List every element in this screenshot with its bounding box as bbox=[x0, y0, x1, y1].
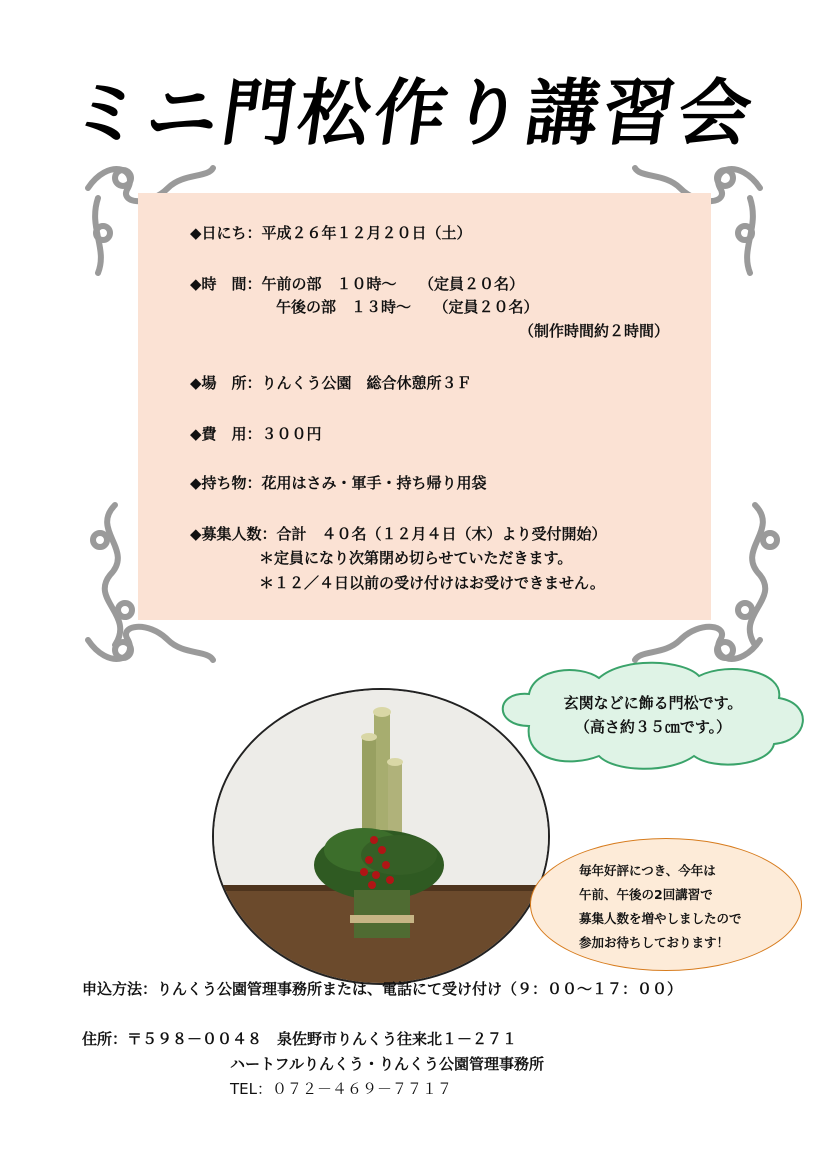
promo-bubble bbox=[530, 838, 802, 971]
bubble-line-2: 午前、午後の2回講習で bbox=[579, 887, 713, 902]
tel-line: TEL：０７２－４６９－７７１７ bbox=[230, 1080, 452, 1098]
capacity-line: ◆募集人数：合計 ４０名（１２月４日（木）より受付開始） bbox=[190, 525, 607, 543]
place-line: ◆場 所：りんくう公園 総合休憩所３Ｆ bbox=[190, 374, 472, 392]
cloud-line-1: 玄関などに飾る門松です。 bbox=[563, 694, 743, 712]
address-line-1: 住所：〒５９８－００４８ 泉佐野市りんくう往来北１－２７１ bbox=[82, 1030, 518, 1048]
bring-line: ◆持ち物：花用はさみ・軍手・持ち帰り用袋 bbox=[190, 474, 487, 492]
apply-method: 申込方法：りんくう公園管理事務所または、電話にて受け付け（９：００～１７：００） bbox=[82, 980, 683, 998]
time-pm-line: 午後の部 １３時～ （定員２０名） bbox=[276, 298, 539, 316]
bubble-line-4: 参加お待ちしております！ bbox=[579, 935, 730, 950]
fee-line: ◆費 用：３００円 bbox=[190, 425, 322, 443]
speech-cloud bbox=[484, 656, 814, 772]
bubble-line-1: 毎年好評につき、今年は bbox=[579, 863, 716, 878]
note-line-1: ＊定員になり次第閉め切らせていただきます。 bbox=[259, 549, 573, 567]
page-title: ミニ門松作り講習会 bbox=[64, 71, 761, 155]
date-line: ◆日にち：平成２６年１２月２０日（土） bbox=[190, 224, 472, 242]
time-note: （制作時間約２時間） bbox=[519, 322, 670, 340]
time-am-line: ◆時 間：午前の部 １０時～ （定員２０名） bbox=[190, 275, 525, 293]
cloud-line-2: （高さ約３５㎝です。） bbox=[574, 718, 732, 736]
note-line-2: ＊１２／４日以前の受け付けはお受けできません。 bbox=[259, 574, 605, 592]
address-line-2: ハートフルりんくう・りんくう公園管理事務所 bbox=[230, 1055, 544, 1073]
bubble-line-3: 募集人数を増やしましたので bbox=[579, 911, 742, 926]
